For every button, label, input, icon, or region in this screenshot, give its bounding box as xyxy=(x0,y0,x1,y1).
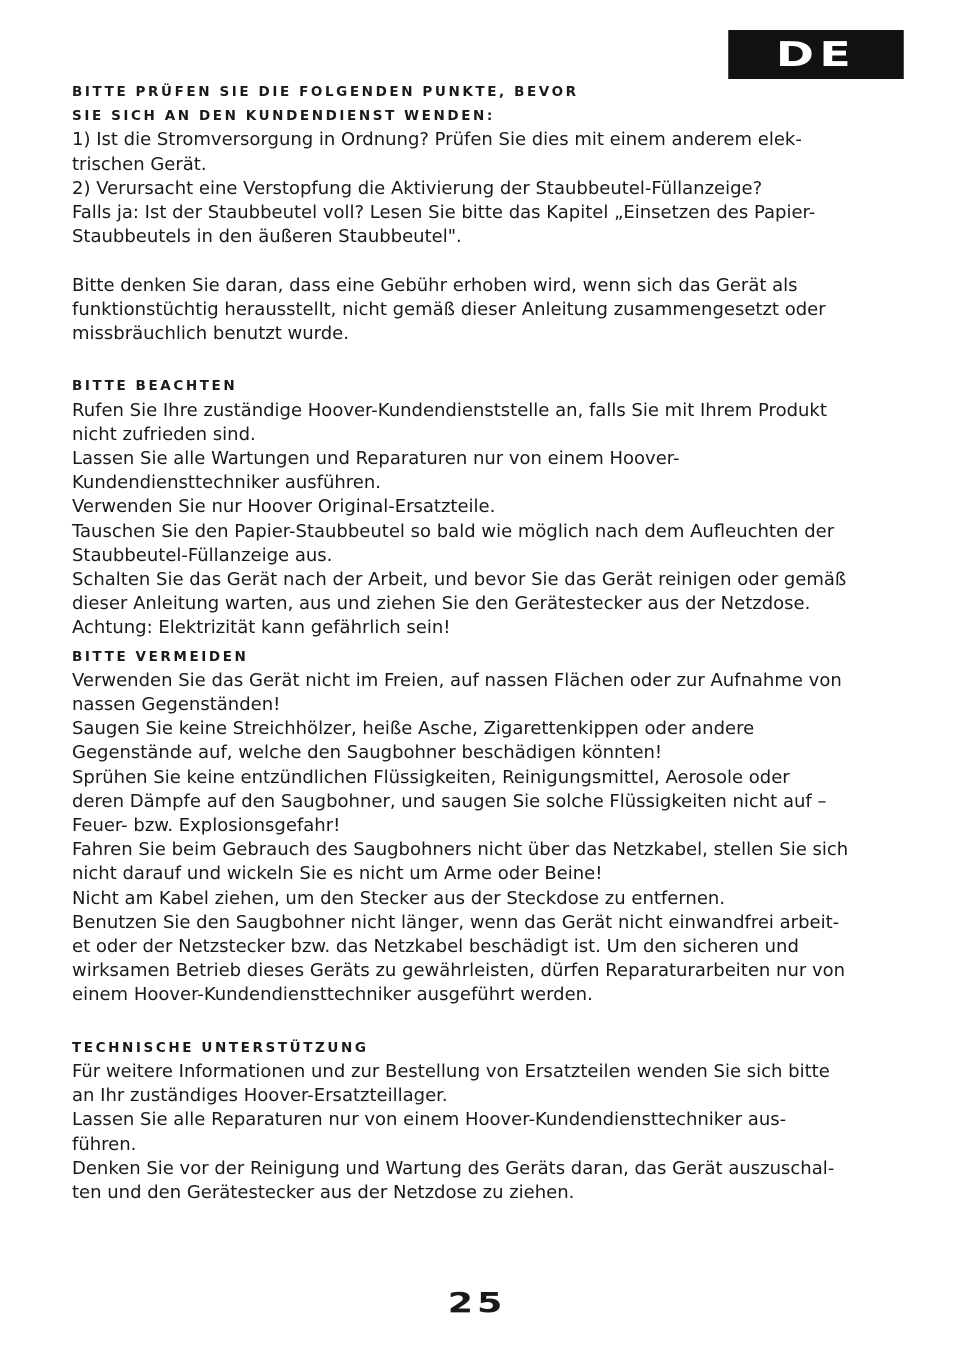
paragraph-line: Verwenden Sie nur Hoover Original-Ersatzteile. xyxy=(72,496,496,518)
paragraph-line: Verwenden Sie das Gerät nicht im Freien, auf nassen Flächen oder zur Aufnahme von xyxy=(72,669,842,691)
paragraph-line: führen. xyxy=(72,1133,137,1155)
paragraph-line: funktionstüchtig herausstellt, nicht gemäß dieser Anleitung zusammengesetzt oder xyxy=(72,298,826,320)
paragraph-line: 2) Verursacht eine Verstopfung die Aktivierung der Staubbeutel-Füllanzeige? xyxy=(72,177,763,199)
section-heading-continued: SIE SICH AN DEN KUNDENDIENST WENDEN: xyxy=(72,108,495,125)
paragraph-line: Lassen Sie alle Reparaturen nur von einem Hoover-Kundendiensttechniker aus- xyxy=(72,1109,787,1131)
paragraph-line: Feuer- bzw. Explosionsgefahr! xyxy=(72,815,341,837)
paragraph-line: Bitte denken Sie daran, dass eine Gebühr erhoben wird, wenn sich das Gerät als xyxy=(72,274,798,296)
paragraph-line: Staubbeutel-Füllanzeige aus. xyxy=(72,544,333,566)
paragraph-line: Für weitere Informationen und zur Bestellung von Ersatzteilen wenden Sie sich bitte xyxy=(72,1061,830,1083)
paragraph-line: dieser Anleitung warten, aus und ziehen Sie den Gerätestecker aus der Netzdose. xyxy=(72,593,811,615)
paragraph-line: Saugen Sie keine Streichhölzer, heiße Asche, Zigarettenkippen oder andere xyxy=(72,718,755,740)
paragraph-line: einem Hoover-Kundendiensttechniker ausgeführt werden. xyxy=(72,984,593,1006)
paragraph-line: nassen Gegenständen! xyxy=(72,694,281,716)
section-please-avoid xyxy=(72,645,884,1008)
paragraph-line: Sprühen Sie keine entzündlichen Flüssigkeiten, Reinigungsmittel, Aerosole oder xyxy=(72,766,790,788)
paragraph-line: wirksamen Betrieb dieses Geräts zu gewährleisten, dürfen Reparaturarbeiten nur von xyxy=(72,960,846,982)
paragraph-line: missbräuchlich benutzt wurde. xyxy=(72,323,349,345)
section-heading: TECHNISCHE UNTERSTÜTZUNG xyxy=(72,1039,369,1056)
paragraph-line: Falls ja: Ist der Staubbeutel voll? Lesen Sie bitte das Kapitel „Einsetzen des Papier- xyxy=(72,202,816,224)
section-heading: BITTE VERMEIDEN xyxy=(72,648,249,665)
paragraph-line: 1) Ist die Stromversorgung in Ordnung? Prüfen Sie dies mit einem anderem elek- xyxy=(72,129,802,151)
page-number: 25 xyxy=(447,1286,507,1319)
section-heading: BITTE PRÜFEN SIE DIE FOLGENDEN PUNKTE, BEVOR xyxy=(72,84,579,100)
paragraph-line: Tauschen Sie den Papier-Staubbeutel so bald wie möglich nach dem Aufleuchten der xyxy=(72,520,835,542)
page-content xyxy=(72,80,884,1205)
section-heading: BITTE BEACHTEN xyxy=(72,378,238,395)
paragraph-line: Schalten Sie das Gerät nach der Arbeit, und bevor Sie das Gerät reinigen oder gemäß xyxy=(72,569,847,591)
section-technical-support xyxy=(72,1036,884,1205)
paragraph-line: Kundendiensttechniker ausführen. xyxy=(72,472,381,494)
paragraph-line: Fahren Sie beim Gebrauch des Saugbohners nicht über das Netzkabel, stellen Sie sich xyxy=(72,839,849,861)
paragraph-line: et oder der Netzstecker bzw. das Netzkabel beschädigt ist. Um den sicheren und xyxy=(72,936,799,958)
paragraph-line: Achtung: Elektrizität kann gefährlich sein! xyxy=(72,617,451,639)
paragraph-line: Gegenstände auf, welche den Saugbohner beschädigen könnten! xyxy=(72,742,663,764)
section-before-service xyxy=(72,80,884,346)
paragraph-line: Lassen Sie alle Wartungen und Reparaturen nur von einem Hoover- xyxy=(72,448,680,470)
language-badge-label: DE xyxy=(775,34,857,75)
section-please-note xyxy=(72,374,884,640)
paragraph-line: an Ihr zuständiges Hoover-Ersatzteillager. xyxy=(72,1085,448,1107)
paragraph-line: nicht zufrieden sind. xyxy=(72,423,256,445)
paragraph-line: Rufen Sie Ihre zuständige Hoover-Kundendienststelle an, falls Sie mit Ihrem Produkt xyxy=(72,399,827,421)
paragraph-line: Nicht am Kabel ziehen, um den Stecker aus der Steckdose zu entfernen. xyxy=(72,887,726,909)
paragraph-line: ten und den Gerätestecker aus der Netzdose zu ziehen. xyxy=(72,1182,575,1204)
language-badge xyxy=(728,30,904,79)
paragraph-line: Denken Sie vor der Reinigung und Wartung des Geräts daran, das Gerät auszuschal- xyxy=(72,1157,835,1179)
paragraph-line: deren Dämpfe auf den Saugbohner, und saugen Sie solche Flüssigkeiten nicht auf – xyxy=(72,790,827,812)
paragraph-line: trischen Gerät. xyxy=(72,153,207,175)
paragraph-line: Benutzen Sie den Saugbohner nicht länger, wenn das Gerät nicht einwandfrei arbeit- xyxy=(72,911,840,933)
paragraph-line: nicht darauf und wickeln Sie es nicht um Arme oder Beine! xyxy=(72,863,603,885)
paragraph-line: Staubbeutels in den äußeren Staubbeutel". xyxy=(72,226,462,248)
